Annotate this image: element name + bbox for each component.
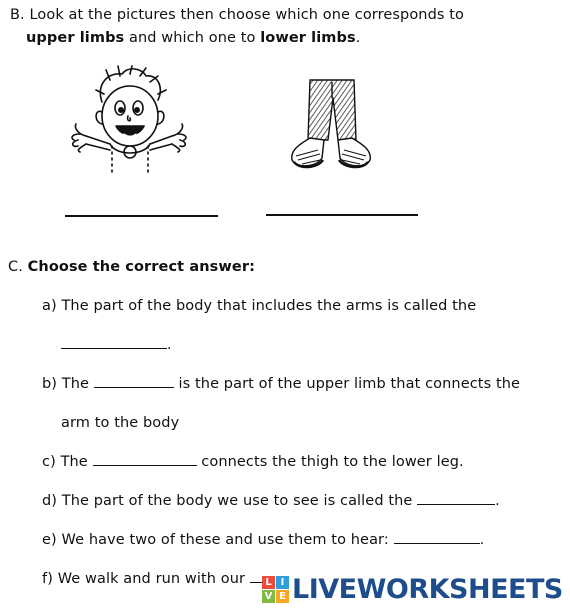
section-b-line2-end: . — [355, 30, 361, 46]
question-b-pre: The — [61, 376, 90, 392]
logo-letter-l: L — [262, 576, 275, 589]
question-f-pre: We walk and run with our — [57, 571, 246, 587]
section-b-instruction-line2 — [26, 29, 360, 47]
logo-letter-v: V — [262, 590, 275, 603]
question-a-answer — [61, 336, 172, 354]
legs-shoes-picture — [286, 76, 376, 174]
question-d-blank[interactable] — [417, 492, 495, 505]
question-a-blank[interactable] — [61, 336, 167, 349]
section-b-line2-mid: and which one to — [124, 30, 261, 46]
question-e — [42, 531, 484, 549]
logo-letter-i: I — [276, 576, 289, 589]
logo-letter-e: E — [276, 590, 289, 603]
question-b-line2 — [61, 414, 179, 432]
question-e-end: . — [479, 532, 485, 548]
question-b — [42, 375, 520, 393]
lower-limbs-term: lower limbs — [260, 30, 356, 46]
section-c-title: Choose the correct answer: — [27, 259, 255, 275]
liveworksheets-logo-mark — [262, 576, 289, 603]
section-b-line1: B. Look at the pictures then choose which one corresponds to — [10, 7, 465, 23]
question-a-end: . — [167, 337, 172, 353]
question-f-label: f) — [42, 571, 53, 587]
question-d-end: . — [495, 493, 500, 509]
lower-limbs-answer-line[interactable] — [266, 214, 418, 216]
question-e-blank[interactable] — [394, 531, 480, 544]
question-b-label: b) — [42, 376, 58, 392]
question-b-line2-text: arm to the body — [61, 415, 180, 431]
question-d-pre: The part of the body we use to see is called the — [61, 493, 413, 509]
question-b-blank[interactable] — [94, 375, 174, 388]
question-a-text: The part of the body that includes the arms is called the — [61, 298, 477, 314]
question-e-pre: We have two of these and use them to hear: — [61, 532, 389, 548]
upper-limbs-term: upper limbs — [26, 30, 125, 46]
liveworksheets-logo[interactable] — [262, 572, 564, 606]
section-b-instruction — [10, 6, 464, 24]
question-c — [42, 453, 464, 471]
section-c-prefix: C. — [8, 259, 28, 275]
question-a-label: a) — [42, 298, 57, 314]
boy-arms-picture — [66, 64, 192, 176]
question-b-post: is the part of the upper limb that connects the — [178, 376, 521, 392]
section-c-heading — [8, 258, 255, 276]
liveworksheets-logo-text: LIVEWORKSHEETS — [292, 573, 563, 605]
question-a — [42, 297, 476, 315]
question-d — [42, 492, 500, 510]
question-c-pre: The — [60, 454, 88, 470]
question-c-blank[interactable] — [93, 453, 197, 466]
question-d-label: d) — [42, 493, 58, 509]
question-c-post: connects the thigh to the lower leg. — [201, 454, 464, 470]
upper-limbs-answer-line[interactable] — [65, 215, 218, 217]
question-e-label: e) — [42, 532, 57, 548]
question-c-label: c) — [42, 454, 56, 470]
